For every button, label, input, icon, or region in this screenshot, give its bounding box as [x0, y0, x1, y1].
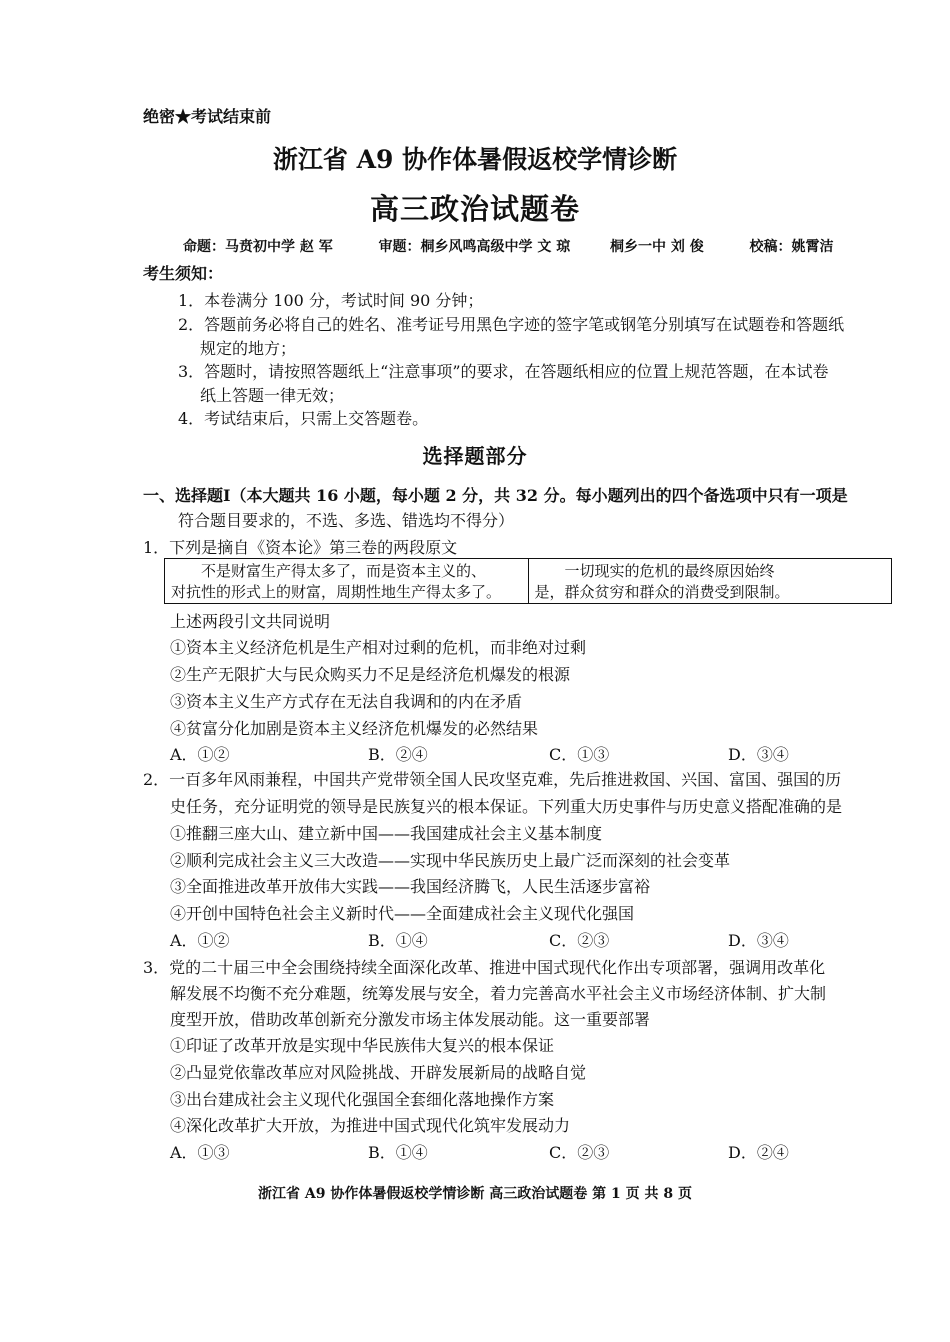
q2-option-d: D．③④ [728, 931, 789, 950]
q1-item-1: ①资本主义经济危机是生产相对过剩的危机，而非绝对过剩 [170, 638, 587, 657]
q2-option-a: A．①② [170, 931, 230, 950]
q1-quote-right-2: 是，群众贫穷和群众的消费受到限制。 [534, 583, 790, 601]
notice-line-1: 1．本卷满分 100 分，考试时间 90 分钟； [178, 291, 484, 310]
q3-option-a: A．①③ [170, 1143, 230, 1162]
credit-reviewer: 审题：桐乡风鸣高级中学 文 琼 [378, 239, 571, 255]
credit-proofreader: 校稿：姚霄洁 [749, 239, 834, 255]
q3-option-d: D．②④ [728, 1143, 789, 1162]
notice-line-2b: 规定的地方； [200, 339, 297, 358]
q1-item-2: ②生产无限扩大与民众购买力不足是经济危机爆发的根源 [170, 665, 571, 684]
section-title: 选择题部分 [422, 444, 528, 468]
q1-item-3: ③资本主义生产方式存在无法自我调和的内在矛盾 [170, 692, 523, 711]
exam-title: 浙江省 A9 协作体暑假返校学情诊断 [272, 145, 678, 174]
part1-intro: 一、选择题Ⅰ（本大题共 16 小题，每小题 2 分，共 32 分。每小题列出的四个备选项中只有一项是 [143, 486, 848, 505]
q1-lead: 上述两段引文共同说明 [170, 612, 331, 631]
q3-option-c: C．②③ [549, 1143, 610, 1162]
q1-option-b: B．②④ [368, 745, 428, 764]
part1-intro-2: 符合题目要求的，不选、多选、错选均不得分） [178, 511, 515, 530]
q3-item-1: ①印证了改革开放是实现中华民族伟大复兴的根本保证 [170, 1036, 555, 1055]
q3-item-4: ④深化改革扩大开放，为推进中国式现代化筑牢发展动力 [170, 1116, 571, 1135]
q1-item-4: ④贫富分化加剧是资本主义经济危机爆发的必然结果 [170, 719, 539, 738]
credit-author: 命题：马贲初中学 赵 军 [183, 239, 333, 255]
q3-stem-1: 3．党的二十届三中全会围绕持续全面深化改革、推进中国式现代化作出专项部署，强调用改革化 [143, 958, 826, 977]
q1-quote-right-1: 一切现实的危机的最终原因始终 [564, 562, 775, 580]
notice-line-3: 3．答题时，请按照答题纸上“注意事项”的要求，在答题纸相应的位置上规范答题，在本试卷 [178, 362, 829, 381]
notice-heading: 考生须知： [143, 264, 224, 283]
credits-line [183, 236, 834, 256]
q2-stem-2: 史任务，充分证明党的领导是民族复兴的根本保证。下列重大历史事件与历史意义搭配准确的是 [170, 797, 843, 816]
q1-quote-left-2: 对抗性的形式上的财富，周期性地生产得太多了。 [171, 583, 502, 601]
q2-item-3: ③全面推进改革开放伟大实践——我国经济腾飞，人民生活逐步富裕 [170, 877, 651, 896]
q1-option-c: C．①③ [549, 745, 610, 764]
q1-quote-left-1: 不是财富生产得太多了，而是资本主义的、 [201, 562, 487, 580]
q2-item-2: ②顺利完成社会主义三大改造——实现中华民族历史上最广泛而深刻的社会变革 [170, 851, 731, 870]
exam-subtitle: 高三政治试题卷 [369, 192, 580, 226]
q2-stem-1: 2．一百多年风雨兼程，中国共产党带领全国人民攻坚克难，先后推进救国、兴国、富国、强国的历 [143, 770, 842, 789]
q2-item-4: ④开创中国特色社会主义新时代——全面建成社会主义现代化强国 [170, 904, 635, 923]
q2-option-b: B．①④ [368, 931, 428, 950]
q1-option-d: D．③④ [728, 745, 789, 764]
notice-line-2: 2．答题前务必将自己的姓名、准考证号用黑色字迹的签字笔或钢笔分别填写在试题卷和答题纸 [178, 315, 845, 334]
q1-quote-right [528, 559, 892, 603]
q3-item-3: ③出台建成社会主义现代化强国全套细化落地操作方案 [170, 1090, 555, 1109]
q3-stem-3: 度型开放，借助改革创新充分激发市场主体发展动能。这一重要部署 [170, 1010, 651, 1029]
credit-reviewer-2: 桐乡一中 刘 俊 [610, 239, 704, 255]
q2-item-1: ①推翻三座大山、建立新中国——我国建成社会主义基本制度 [170, 824, 603, 843]
q1-quote-table [164, 558, 892, 604]
page-footer: 浙江省 A9 协作体暑假返校学情诊断 高三政治试题卷 第 1 页 共 8 页 [258, 1186, 692, 1202]
confidential-mark: 绝密★考试结束前 [143, 107, 272, 126]
q2-option-c: C．②③ [549, 931, 610, 950]
q1-stem: 1．下列是摘自《资本论》第三卷的两段原文 [143, 538, 458, 557]
q1-quote-left [165, 559, 528, 603]
q3-stem-2: 解发展不均衡不充分难题，统筹发展与安全，着力完善高水平社会主义市场经济体制、扩大制 [170, 984, 827, 1003]
notice-line-4: 4．考试结束后，只需上交答题卷。 [178, 409, 429, 428]
q1-option-a: A．①② [170, 745, 230, 764]
q3-item-2: ②凸显党依靠改革应对风险挑战、开辟发展新局的战略自觉 [170, 1063, 587, 1082]
q3-option-b: B．①④ [368, 1143, 428, 1162]
notice-line-3b: 纸上答题一律无效； [200, 386, 345, 405]
